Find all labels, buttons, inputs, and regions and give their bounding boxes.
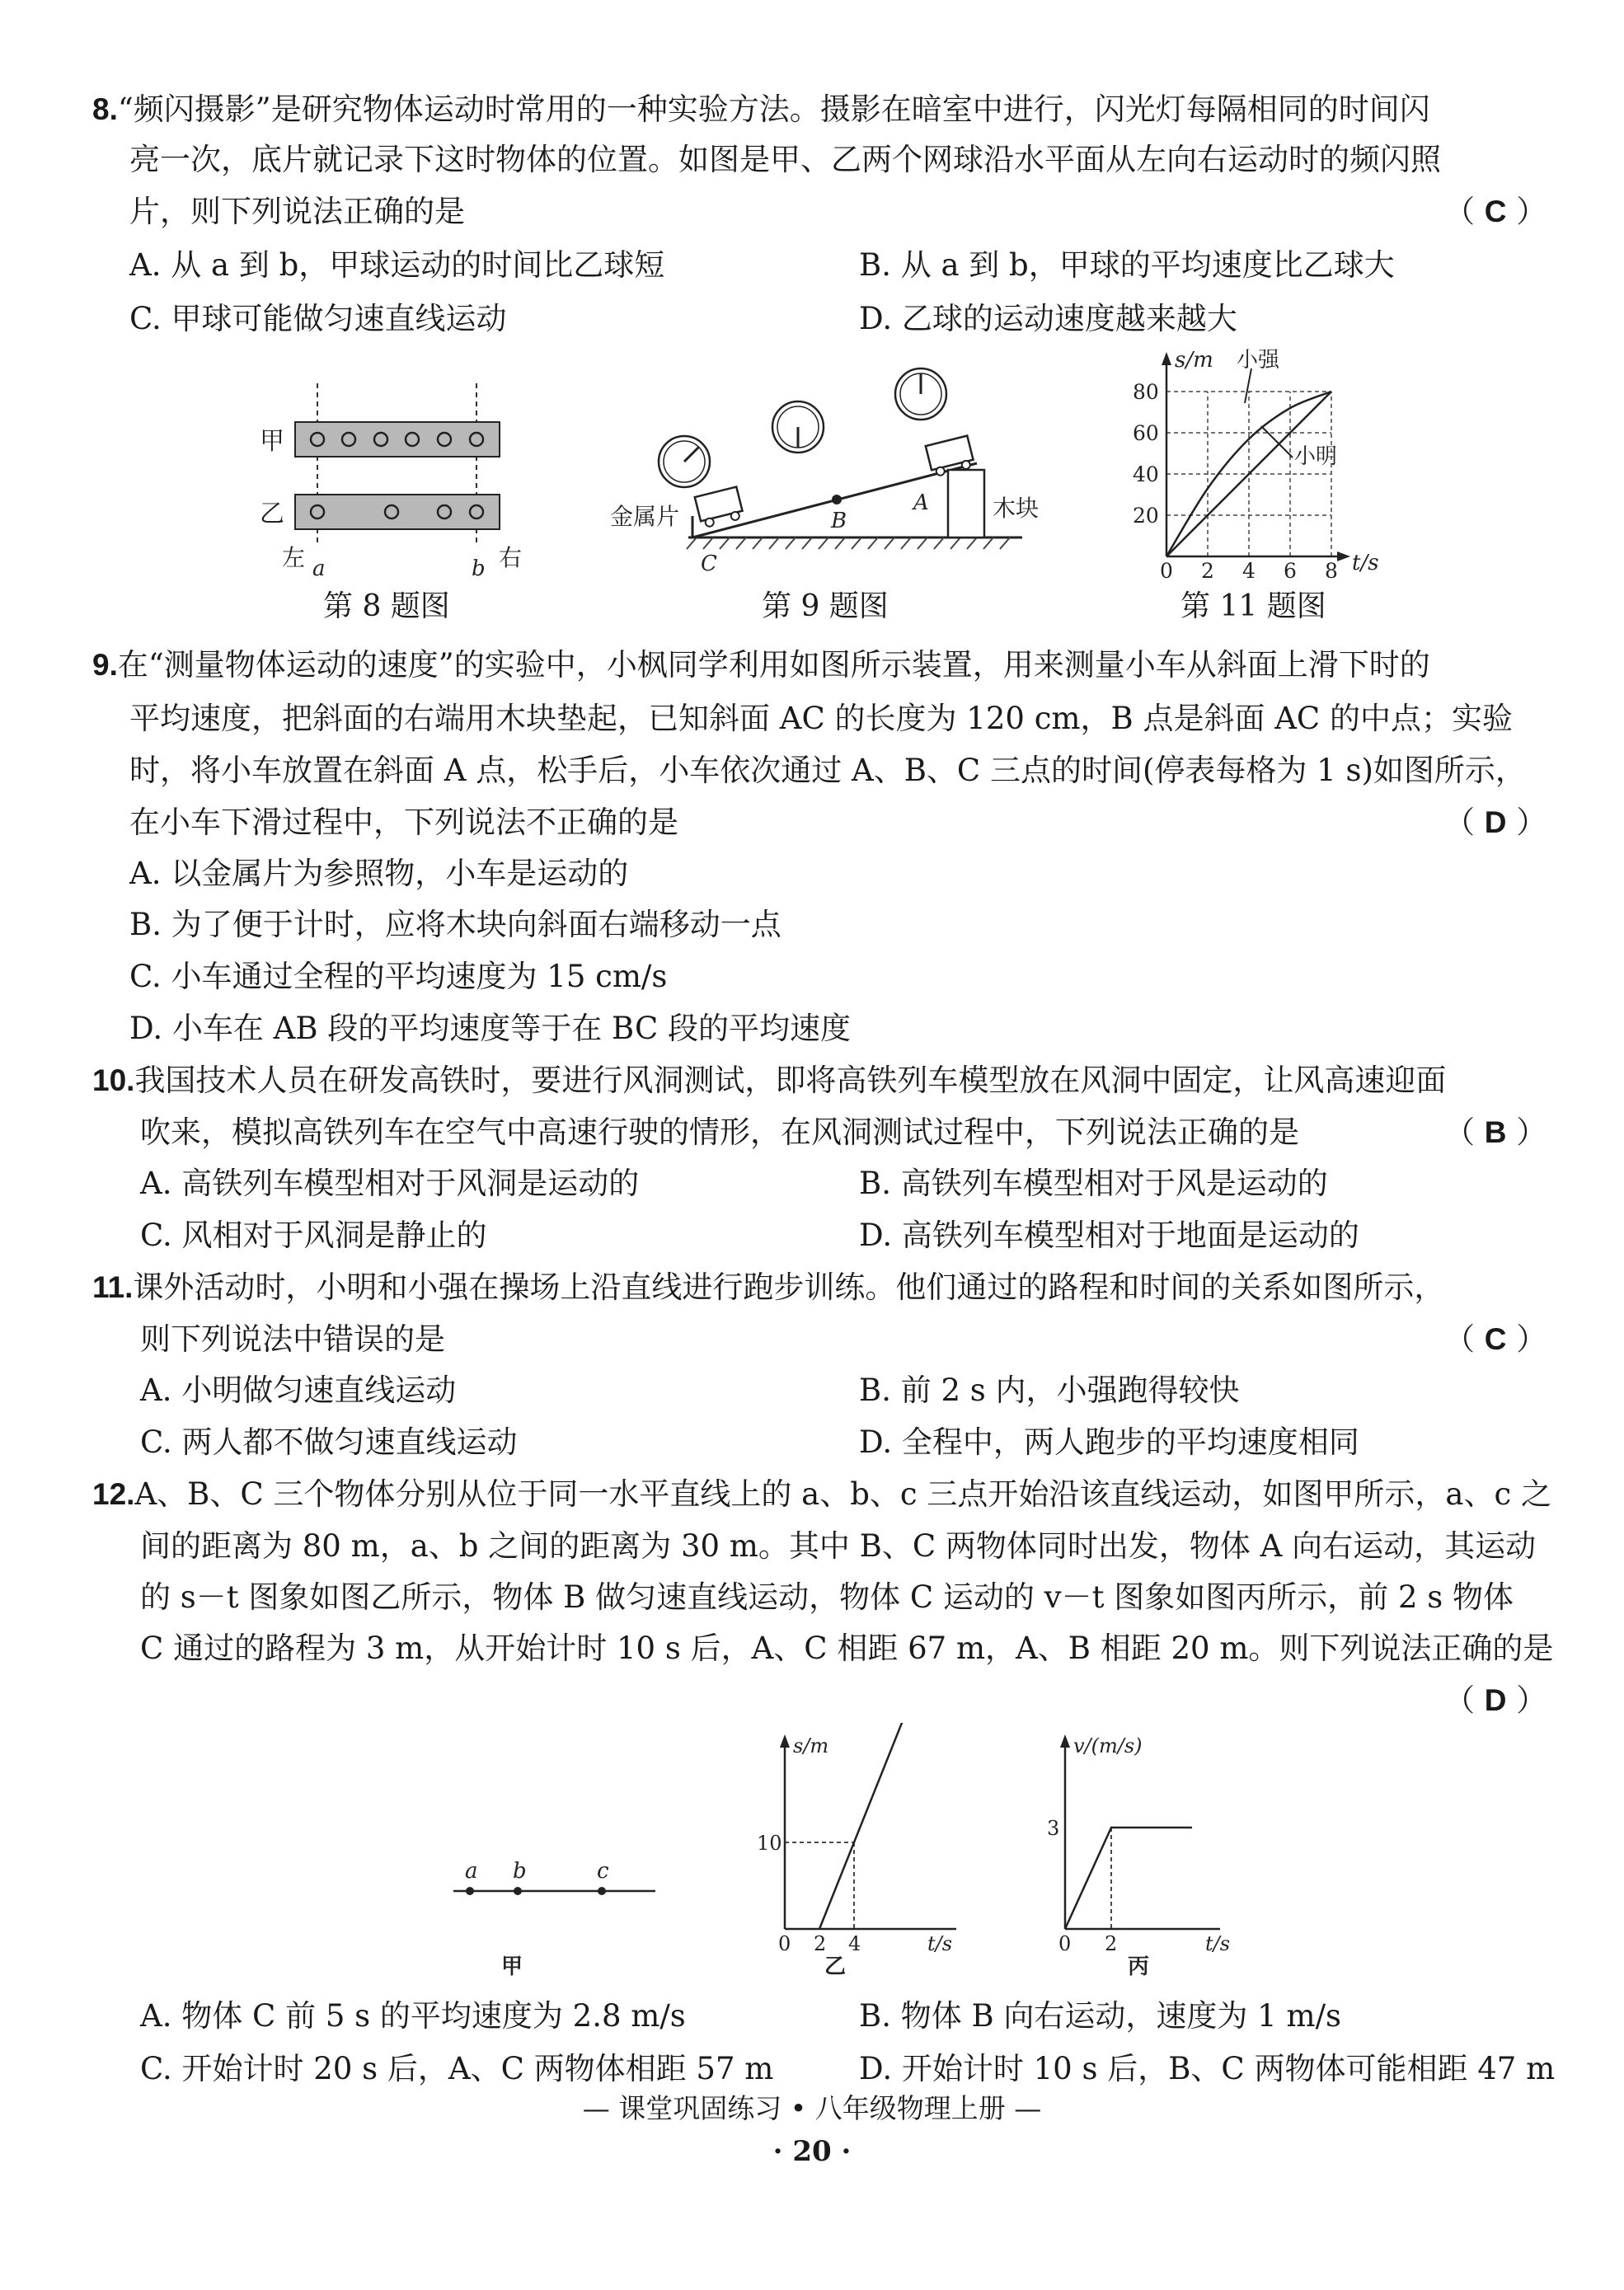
jia-caption: 甲 bbox=[501, 1954, 523, 1979]
yi-ytick-10: 10 bbox=[757, 1832, 782, 1855]
q10-option-c: C. 风相对于风洞是静止的 bbox=[140, 1218, 487, 1253]
label-right: 右 bbox=[499, 544, 523, 571]
figure-11-chart bbox=[1105, 342, 1418, 581]
q8-option-b: B. 从 a 到 b，甲球的平均速度比乙球大 bbox=[859, 247, 1395, 283]
q11-option-a: A. 小明做匀速直线运动 bbox=[140, 1373, 457, 1408]
page-number: · 20 · bbox=[772, 2135, 852, 2168]
fig11-xtick: 0 bbox=[1160, 559, 1173, 581]
wood-block bbox=[948, 470, 984, 537]
jia-label-b: b bbox=[513, 1859, 527, 1884]
label-xiaoming: 小明 bbox=[1294, 444, 1338, 469]
figure-8-caption: 第 8 题图 bbox=[323, 589, 450, 623]
series-A-line bbox=[819, 1723, 913, 1929]
jia-label-c: c bbox=[597, 1859, 609, 1884]
label-metal: 金属片 bbox=[610, 503, 680, 530]
q12-line-2: 间的距离为 80 m，a、b 之间的距离为 30 m。其中 B、C 两物体同时出发，物体 A 向右运动，其运动 bbox=[140, 1528, 1537, 1564]
fig11-ytick: 40 bbox=[1133, 462, 1159, 486]
yi-ylabel: s/m bbox=[793, 1734, 829, 1757]
label-A: A bbox=[913, 490, 929, 515]
q9-option-c: C. 小车通过全程的平均速度为 15 cm/s bbox=[129, 959, 668, 994]
q8-line-1: 8.“频闪摄影”是研究物体运动时常用的一种实验方法。摄影在暗室中进行，闪光灯每隔相同的时间闪 bbox=[92, 92, 1430, 127]
label-jia: 甲 bbox=[260, 427, 284, 456]
q12-option-c: C. 开始计时 20 s 后，A、C 两物体相距 57 m bbox=[140, 2051, 774, 2086]
bing-caption: 丙 bbox=[1128, 1954, 1150, 1979]
yi-caption: 乙 bbox=[824, 1954, 847, 1979]
q8-option-a: A. 从 a 到 b，甲球运动的时间比乙球短 bbox=[129, 247, 665, 283]
fig11-xtick: 8 bbox=[1325, 559, 1338, 581]
fig11-xtick: 2 bbox=[1201, 559, 1214, 581]
label-C: C bbox=[701, 551, 717, 576]
q8-line-2: 亮一次，底片就记录下这时物体的位置。如图是甲、乙两个网球沿水平面从左向右运动时的频闪照 bbox=[129, 142, 1441, 177]
q8-option-d: D. 乙球的运动速度越来越大 bbox=[859, 301, 1237, 336]
label-a: a bbox=[312, 556, 326, 577]
q10-option-a: A. 高铁列车模型相对于风洞是运动的 bbox=[140, 1166, 640, 1201]
label-yi: 乙 bbox=[260, 500, 284, 528]
q11-option-b: B. 前 2 s 内，小强跑得较快 bbox=[859, 1373, 1240, 1408]
label-xiaoqiang: 小强 bbox=[1237, 348, 1280, 373]
fig11-ytick: 20 bbox=[1133, 504, 1159, 528]
bing-xtick-2: 2 bbox=[1105, 1932, 1118, 1955]
fig11-xlabel: t/s bbox=[1352, 551, 1379, 575]
q10-line-1: 10.我国技术人员在研发高铁时，要进行风洞测试，即将高铁列车模型放在风洞中固定，让风高速迎面 bbox=[92, 1063, 1447, 1098]
q10-option-b: B. 高铁列车模型相对于风是运动的 bbox=[859, 1166, 1328, 1201]
fig11-y-arrow bbox=[1162, 352, 1171, 365]
q12-line-4: C 通过的路程为 3 m，从开始计时 10 s 后，A、C 相距 67 m，A、B 相距 20 m。则下列说法正确的是 bbox=[140, 1631, 1554, 1666]
bing-xtick-0: 0 bbox=[1058, 1932, 1072, 1955]
label-b: b bbox=[472, 556, 486, 577]
fig11-xtick: 4 bbox=[1242, 559, 1256, 581]
q10-option-d: D. 高铁列车模型相对于地面是运动的 bbox=[859, 1218, 1359, 1253]
yi-xtick-2: 2 bbox=[814, 1932, 827, 1955]
yi-xtick-0: 0 bbox=[778, 1932, 791, 1955]
fig11-x-arrow bbox=[1337, 551, 1350, 561]
q10-line-2: 吹来，模拟高铁列车在空气中高速行驶的情形，在风洞测试过程中，下列说法正确的是 bbox=[140, 1114, 1299, 1150]
ground-hatch bbox=[687, 537, 1010, 549]
q10-number: 10. bbox=[92, 1063, 135, 1097]
figure-12-bing-chart bbox=[1030, 1723, 1278, 1987]
figure-12-jia bbox=[445, 1723, 676, 1987]
q8-line-3: 片，则下列说法正确的是 bbox=[129, 194, 465, 229]
q9-line-2: 平均速度，把斜面的右端用木块垫起，已知斜面 AC 的长度为 120 cm，B 点是斜面 AC 的中点；实验 bbox=[129, 701, 1514, 736]
fig11-xtick: 6 bbox=[1284, 559, 1297, 581]
bing-y-arrow bbox=[1060, 1734, 1070, 1748]
q12-answer: （ D ） bbox=[1444, 1682, 1547, 1718]
footer-title: — 课堂巩固练习 • 八年级物理上册 — bbox=[582, 2092, 1042, 2124]
bing-ylabel: v/(m/s) bbox=[1073, 1734, 1143, 1757]
q9-answer: （ D ） bbox=[1444, 805, 1547, 840]
q12-number: 12. bbox=[92, 1477, 135, 1511]
figure-8 bbox=[247, 371, 544, 577]
jia-label-a: a bbox=[465, 1859, 478, 1884]
q11-option-c: C. 两人都不做匀速直线运动 bbox=[140, 1424, 518, 1460]
bing-xlabel: t/s bbox=[1205, 1932, 1231, 1955]
q10-answer: （ B ） bbox=[1444, 1114, 1547, 1150]
q9-line-1: 9.在“测量物体运动的速度”的实验中，小枫同学利用如图所示装置，用来测量小车从斜面上滑下时的 bbox=[92, 647, 1430, 683]
q9-option-b: B. 为了便于计时，应将木块向斜面右端移动一点 bbox=[129, 907, 781, 942]
point-b bbox=[514, 1887, 522, 1895]
point-a bbox=[466, 1887, 474, 1895]
point-B bbox=[832, 495, 842, 504]
figure-9 bbox=[610, 354, 1055, 585]
bing-ytick-3: 3 bbox=[1047, 1817, 1060, 1840]
q9-option-d: D. 小车在 AB 段的平均速度等于在 BC 段的平均速度 bbox=[129, 1011, 852, 1046]
q12-line-3: 的 s－t 图象如图乙所示，物体 B 做匀速直线运动，物体 C 运动的 v－t 图象如图丙所示，前 2 s 物体 bbox=[140, 1579, 1514, 1615]
fig11-ylabel: s/m bbox=[1175, 348, 1213, 373]
figure-11-caption: 第 11 题图 bbox=[1180, 589, 1326, 623]
q9-line-3: 时，将小车放置在斜面 A 点，松手后，小车依次通过 A、B、C 三点的时间(停表每格为 1 s)如图所示， bbox=[129, 753, 1526, 788]
yi-xlabel: t/s bbox=[927, 1932, 953, 1955]
stopwatch-2 bbox=[772, 401, 824, 453]
series-C-line bbox=[1065, 1828, 1192, 1929]
label-B: B bbox=[831, 509, 847, 533]
stopwatch-1 bbox=[659, 436, 710, 487]
q8-option-c: C. 甲球可能做匀速直线运动 bbox=[129, 301, 507, 336]
figure-9-caption: 第 9 题图 bbox=[762, 589, 889, 623]
q9-number: 9. bbox=[92, 648, 118, 682]
stopwatch-3 bbox=[895, 368, 946, 420]
q12-option-d: D. 开始计时 10 s 后，B、C 两物体可能相距 47 m bbox=[859, 2051, 1556, 2086]
leader-xiaoqiang bbox=[1245, 368, 1251, 403]
q11-option-d: D. 全程中，两人跑步的平均速度相同 bbox=[859, 1424, 1359, 1460]
label-block: 木块 bbox=[993, 495, 1040, 522]
leader-xiaoming bbox=[1261, 426, 1293, 458]
q12-option-a: A. 物体 C 前 5 s 的平均速度为 2.8 m/s bbox=[140, 1998, 686, 2034]
yi-y-arrow bbox=[780, 1734, 790, 1748]
point-c bbox=[598, 1887, 606, 1895]
q11-answer: （ C ） bbox=[1444, 1321, 1547, 1357]
q12-line-1: 12.A、B、C 三个物体分别从位于同一水平直线上的 a、b、c 三点开始沿该直线运动，如图甲所示，a、c 之 bbox=[92, 1476, 1551, 1512]
yi-xtick-4: 4 bbox=[848, 1932, 861, 1955]
fig11-ytick: 60 bbox=[1133, 421, 1159, 445]
q12-option-b: B. 物体 B 向右运动，速度为 1 m/s bbox=[859, 1998, 1342, 2034]
label-left: 左 bbox=[282, 544, 306, 571]
q8-answer: （ C ） bbox=[1444, 194, 1547, 229]
q11-line-1: 11.课外活动时，小明和小强在操场上沿直线进行跑步训练。他们通过的路程和时间的关系如图所示， bbox=[92, 1269, 1445, 1305]
q8-number: 8. bbox=[92, 92, 118, 126]
figure-12-yi-chart bbox=[742, 1723, 989, 1987]
q9-option-a: A. 以金属片为参照物，小车是运动的 bbox=[129, 856, 629, 891]
q11-line-2: 则下列说法中错误的是 bbox=[140, 1321, 445, 1357]
q9-line-4: 在小车下滑过程中，下列说法不正确的是 bbox=[129, 805, 678, 840]
q11-number: 11. bbox=[92, 1270, 134, 1304]
cart-bottom bbox=[695, 487, 744, 528]
fig11-ytick: 80 bbox=[1133, 380, 1159, 404]
